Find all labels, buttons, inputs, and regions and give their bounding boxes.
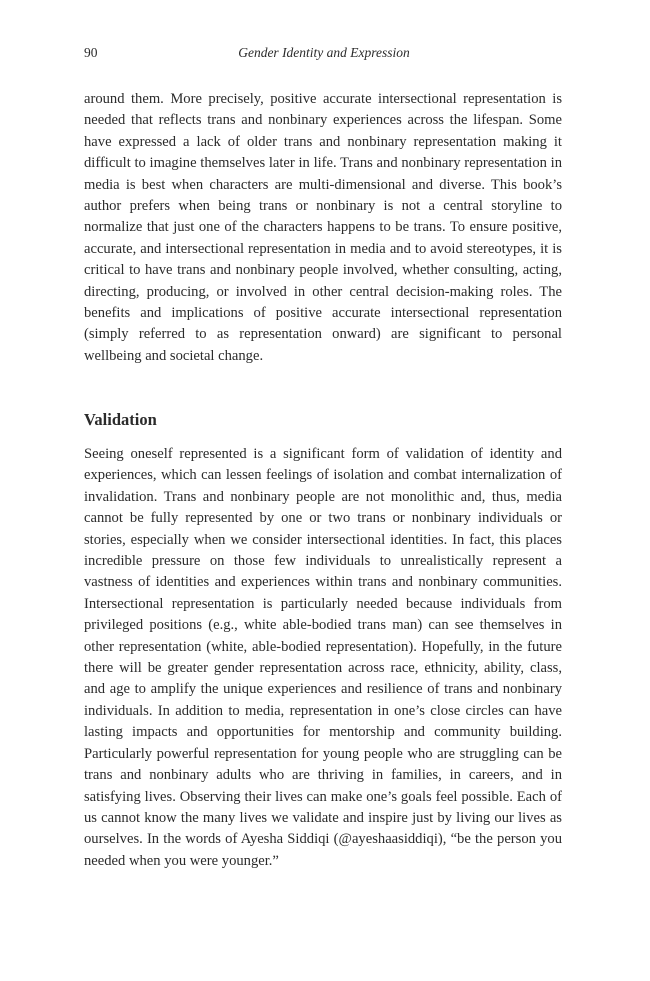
paragraph-text: around them. More precisely, positive accurate intersectional representation is needed that reflects trans and nonbinary experiences across the lifespan. Some have expressed a lack of older trans and nonbinary representation making it difficult to imagine themselves later in life. Trans and nonbinary representation in media is best when characters are multi-dimensional and diverse. This book’s author prefers when being trans or nonbinary is not a central storyline to normalize that just one of the characters happens to be trans. To ensure positive, accurate, and intersectional representation in media and to avoid stereotypes, it is critical to have trans and nonbinary people involved, whether consulting, acting, directing, producing, or involved in other central decision-making roles. The benefits and implications of positive accurate intersectional representation (simply referred to as representation onward) are significant to personal wellbeing and societal change. — [84, 91, 562, 364]
body-paragraph-1 — [84, 89, 562, 367]
running-title: Gender Identity and Expression — [238, 45, 410, 60]
running-header — [84, 45, 564, 65]
page-number: 90 — [84, 45, 98, 60]
section-heading: Validation — [84, 410, 157, 429]
paragraph-text: Seeing oneself represented is a significant form of validation of identity and experiences, which can lessen feelings of isolation and combat internalization of invalidation. Trans and nonbinary people are not monolithic and, thus, media cannot be fully represented by one or two trans or nonbinary individuals or stories, especially when we consider intersectional identities. In fact, this places incredible pressure on those few individuals to unrealistically represent a vastness of identities and experiences within trans and nonbinary communities. Intersectional representation is particularly needed because individuals from privileged positions (e.g., white able-bodied trans man) can see themselves in other representation (white, able-bodied representation). Hopefully, in the future there will be greater gender representation across race, ethnicity, ability, class, and age to amplify the unique experiences and resilience of trans and nonbinary individuals. In addition to media, representation in one’s close circles can have lasting impacts and opportunities for mentorship and community building. Particularly powerful representation for young people who are struggling can be trans and nonbinary adults who are thriving in families, in careers, and in satisfying lives. Observing their lives can make one’s goals feel possible. Each of us cannot know the many lives we validate and inspire just by living our lives as ourselves. In the words of Ayesha Siddiqi (@ayeshaasiddiqi), “be the person you needed when you were younger.” — [84, 446, 562, 869]
body-paragraph-2 — [84, 444, 562, 872]
